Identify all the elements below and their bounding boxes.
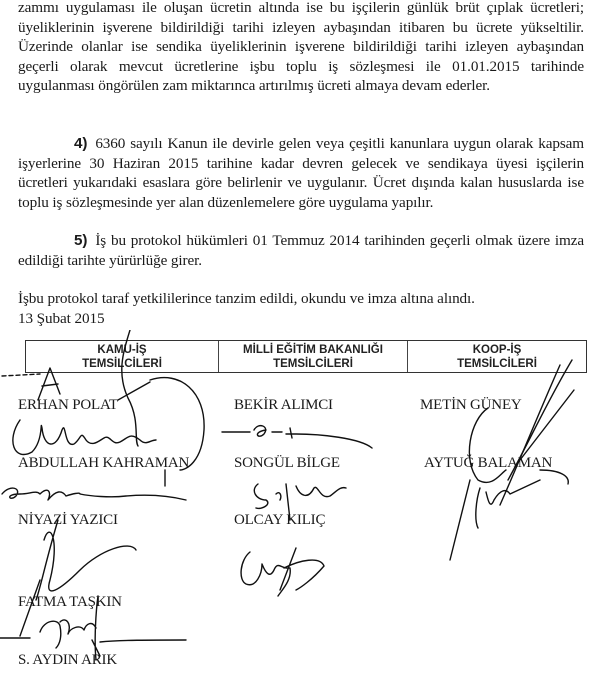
column-meb (219, 341, 408, 372)
item-5 (18, 231, 584, 270)
item-number: 4) (74, 135, 88, 152)
signatory-name: METİN GÜNEY (420, 397, 522, 413)
column-subtitle: TEMSİLCİLERİ (457, 357, 537, 370)
column-title: KOOP-İŞ (472, 343, 522, 356)
signature-table (25, 340, 587, 373)
signatory-name: FATMA TAŞKIN (18, 594, 122, 610)
column-subtitle: TEMSİLCİLERİ (273, 357, 353, 370)
closing-block (18, 289, 584, 328)
paragraph-text: zammı uygulaması ile oluşan ücretin altında ise bu işçilerin günlük brüt çıplak ücretleri; üyeliklerinin işverene bildirildiği tarihi izleyen aybaşından itibaren bu ücrete yükseltilir. Üzerinde olanlar ise sendika üyeliklerinin işverene bildirildiği tarihi izleyen aybaşından geçerli olarak mevcut ücretlerine işbu toplu iş sözleşmesi ile 01.01.2015 tarihinde uygulanması öngörülen zam miktarınca artırılmış ücreti almaya devam ederler. (18, 0, 584, 95)
continuation-paragraph (18, 0, 584, 96)
column-subtitle: TEMSİLCİLERİ (82, 357, 162, 370)
item-number: 5) (74, 232, 88, 249)
signatory-name: ABDULLAH KAHRAMAN (18, 455, 190, 471)
closing-statement: İşbu protokol taraf yetkililerince tanzim edildi, okundu ve imza altına alındı. (18, 290, 475, 307)
signatory-name: S. AYDIN ARIK (18, 652, 117, 668)
signature-scribble-icon (0, 330, 600, 684)
signatory-name: AYTUĞ BALAMAN (424, 455, 553, 471)
document-date: 13 Şubat 2015 (18, 309, 105, 327)
signatory-name: SONGÜL BİLGE (234, 455, 340, 471)
signatory-name: ERHAN POLAT (18, 397, 118, 413)
item-text: 6360 sayılı Kanun ile devirle gelen veya çeşitli kanunlara uygun olarak kapsam işyerlerine 30 Haziran 2015 tarihine kadar devren gelecek ve sendikaya üyesi işçilerin ücretleri yukarıdaki esaslara göre belirlenir ve uygulanır. Ücret dışında kalan hususlarda ise toplu iş sözleşmesinde yer alan düzenlemelere göre uygulama yapılır. (18, 135, 584, 211)
column-title: KAMU-İŞ (97, 343, 147, 356)
signatory-name: BEKİR ALIMCI (234, 397, 333, 413)
item-text: İş bu protokol hükümleri 01 Temmuz 2014 tarihinden geçerli olmak üzere imza edildiği tarihte yürürlüğe girer. (18, 232, 584, 269)
column-koop-is (408, 341, 586, 372)
column-kamu-is (26, 341, 219, 372)
signatory-name: NİYAZİ YAZICI (18, 512, 118, 528)
item-4 (18, 134, 584, 212)
column-title: MİLLİ EĞİTİM BAKANLIĞI (243, 343, 383, 356)
signatory-name: OLCAY KILIÇ (234, 512, 326, 528)
